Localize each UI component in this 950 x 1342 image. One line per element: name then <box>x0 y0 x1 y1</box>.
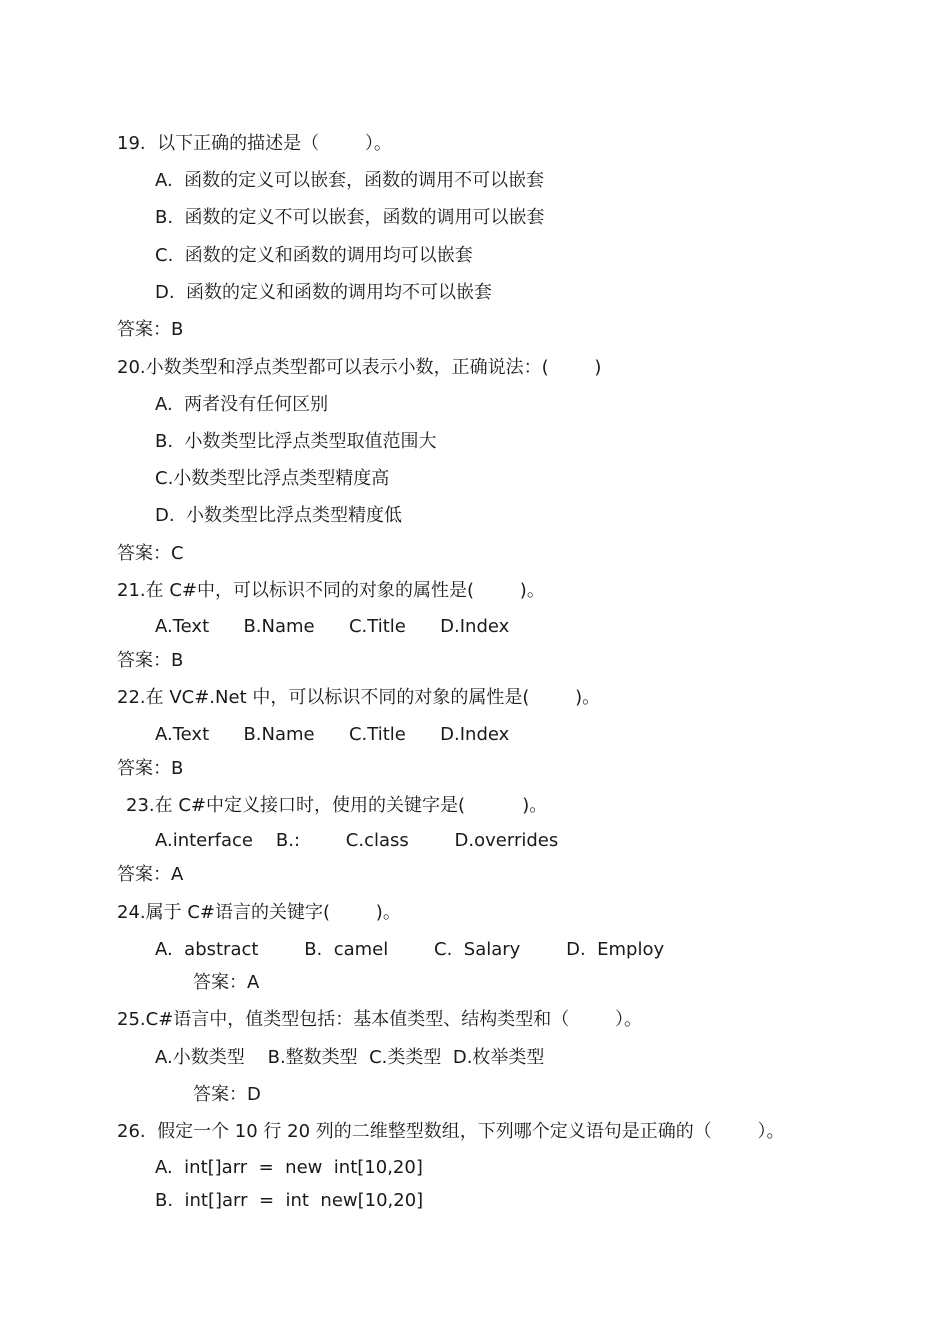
question-19-option-a: A. 函数的定义可以嵌套，函数的调用不可以嵌套 <box>155 170 545 191</box>
question-21-options: A.Text B.Name C.Title D.Index <box>155 616 510 637</box>
question-25-answer: 答案：D <box>193 1084 261 1105</box>
question-24-stem: 24.属于 C#语言的关键字( )。 <box>117 902 401 923</box>
question-26-option-b: B. int[]arr = int new[10,20] <box>155 1190 424 1211</box>
question-20-answer: 答案：C <box>117 543 184 564</box>
question-26-option-a: A. int[]arr = new int[10,20] <box>155 1157 423 1178</box>
question-19-answer: 答案：B <box>117 319 184 340</box>
question-21-stem: 21.在 C#中，可以标识不同的对象的属性是( )。 <box>117 580 545 601</box>
question-22-options: A.Text B.Name C.Title D.Index <box>155 724 510 745</box>
question-22-answer: 答案：B <box>117 758 184 779</box>
question-20-stem: 20.小数类型和浮点类型都可以表示小数，正确说法：( ) <box>117 357 602 378</box>
question-20-option-c: C.小数类型比浮点类型精度高 <box>155 468 390 489</box>
question-19-option-c: C. 函数的定义和函数的调用均可以嵌套 <box>155 245 473 266</box>
question-20-option-b: B. 小数类型比浮点类型取值范围大 <box>155 431 437 452</box>
question-20-option-d: D. 小数类型比浮点类型精度低 <box>155 505 403 526</box>
question-22-stem: 22.在 VC#.Net 中，可以标识不同的对象的属性是( )。 <box>117 687 601 708</box>
question-19-option-d: D. 函数的定义和函数的调用均不可以嵌套 <box>155 282 493 303</box>
question-23-options: A.interface B.: C.class D.overrides <box>155 830 559 851</box>
question-25-options: A.小数类型 B.整数类型 C.类类型 D.枚举类型 <box>155 1047 545 1068</box>
question-25-stem: 25.C#语言中，值类型包括：基本值类型、结构类型和（ ）。 <box>117 1009 643 1030</box>
question-24-options: A. abstract B. camel C. Salary D. Employ <box>155 939 665 960</box>
question-26-stem: 26. 假定一个 10 行 20 列的二维整型数组，下列哪个定义语句是正确的（ ）。 <box>117 1121 785 1142</box>
question-19-option-b: B. 函数的定义不可以嵌套，函数的调用可以嵌套 <box>155 207 545 228</box>
question-24-answer: 答案：A <box>193 972 260 993</box>
question-21-answer: 答案：B <box>117 650 184 671</box>
question-20-option-a: A. 两者没有任何区别 <box>155 394 329 415</box>
question-19-stem: 19. 以下正确的描述是（ ）。 <box>117 133 392 154</box>
question-23-answer: 答案：A <box>117 864 184 885</box>
question-23-stem: 23.在 C#中定义接口时，使用的关键字是( )。 <box>126 795 548 816</box>
